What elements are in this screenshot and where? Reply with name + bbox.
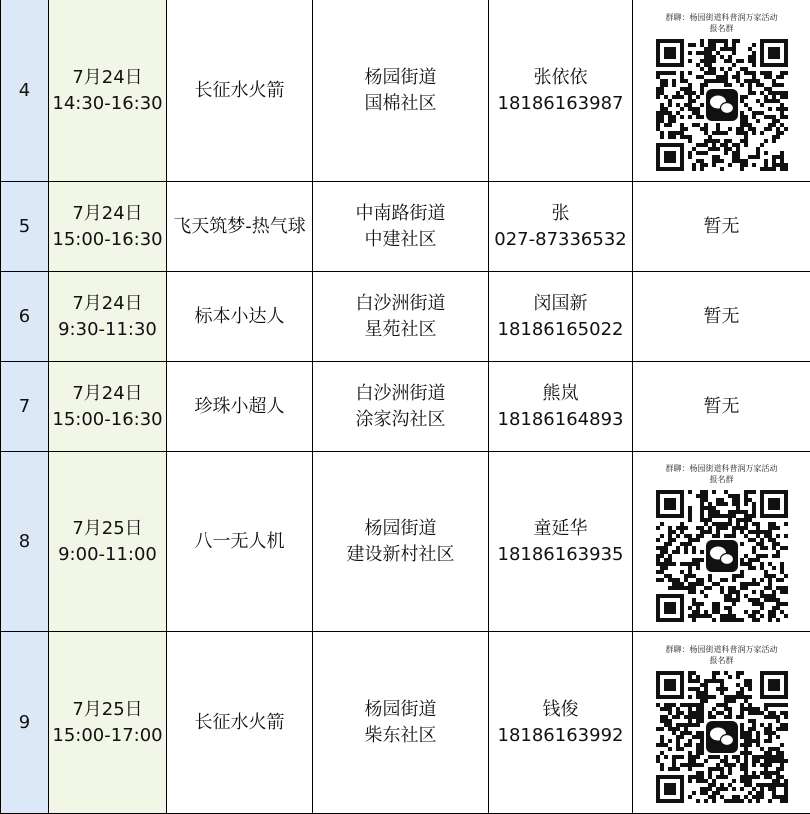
date-time-cell [49,632,167,814]
contact-name: 钱俊 [489,697,632,723]
date-time-cell [49,452,167,632]
row-number: 6 [1,272,49,362]
table-row [1,0,810,182]
group-qr-cell [633,632,810,814]
date-time-cell [49,182,167,272]
contact-phone: 18186164893 [489,407,632,433]
contact-cell [489,0,633,182]
street: 白沙洲街道 [313,381,488,407]
contact-phone: 18186163935 [489,542,632,568]
contact-phone: 18186163987 [489,91,632,117]
contact-cell [489,452,633,632]
activity-name: 长征水火箭 [167,0,313,182]
date: 7月24日 [49,291,166,317]
table-row [1,362,810,452]
time: 15:00-16:30 [49,227,166,253]
contact-cell [489,272,633,362]
community: 柴东社区 [313,723,488,749]
contact-name: 童延华 [489,516,632,542]
street: 白沙洲街道 [313,291,488,317]
location-cell [313,452,489,632]
contact-cell [489,362,633,452]
street: 杨园街道 [313,697,488,723]
group-qr-cell [633,452,810,632]
activity-name: 八一无人机 [167,452,313,632]
group-none: 暂无 [633,182,810,272]
date: 7月24日 [49,201,166,227]
contact-cell [489,182,633,272]
wechat-qr-code-icon[interactable] [656,490,788,622]
group-none: 暂无 [633,272,810,362]
date: 7月24日 [49,65,166,91]
contact-phone: 18186165022 [489,317,632,343]
location-cell [313,272,489,362]
row-number: 7 [1,362,49,452]
date: 7月25日 [49,516,166,542]
date-time-cell [49,362,167,452]
community: 中建社区 [313,227,488,253]
date-time-cell [49,0,167,182]
activity-name: 标本小达人 [167,272,313,362]
activity-name: 飞天筑梦-热气球 [167,182,313,272]
street: 中南路街道 [313,201,488,227]
activity-name: 长征水火箭 [167,632,313,814]
street: 杨园街道 [313,65,488,91]
contact-phone: 18186163992 [489,723,632,749]
contact-name: 张依依 [489,65,632,91]
contact-name: 闵国新 [489,291,632,317]
wechat-qr-code-icon[interactable] [656,671,788,803]
row-number: 4 [1,0,49,182]
street: 杨园街道 [313,516,488,542]
wechat-qr-code-icon[interactable] [656,39,788,171]
table-row [1,452,810,632]
time: 15:00-17:00 [49,723,166,749]
qr-caption: 群聊：杨园街道科普润万家活动 报名群 [637,463,807,485]
table-row [1,182,810,272]
date-time-cell [49,272,167,362]
location-cell [313,632,489,814]
contact-cell [489,632,633,814]
contact-name: 熊岚 [489,381,632,407]
activity-name: 珍珠小超人 [167,362,313,452]
qr-caption: 群聊：杨园街道科普润万家活动 报名群 [637,644,807,666]
location-cell [313,0,489,182]
community: 涂家沟社区 [313,407,488,433]
time: 14:30-16:30 [49,91,166,117]
community: 国棉社区 [313,91,488,117]
contact-phone: 027-87336532 [489,227,632,253]
contact-name: 张 [489,201,632,227]
table-row [1,632,810,814]
location-cell [313,182,489,272]
date: 7月25日 [49,697,166,723]
group-qr-cell [633,0,810,182]
table-row [1,272,810,362]
community: 星苑社区 [313,317,488,343]
time: 15:00-16:30 [49,407,166,433]
row-number: 8 [1,452,49,632]
row-number: 5 [1,182,49,272]
group-none: 暂无 [633,362,810,452]
qr-caption: 群聊：杨园街道科普润万家活动 报名群 [637,12,807,34]
time: 9:30-11:30 [49,317,166,343]
location-cell [313,362,489,452]
community: 建设新村社区 [313,542,488,568]
row-number: 9 [1,632,49,814]
time: 9:00-11:00 [49,542,166,568]
date: 7月24日 [49,381,166,407]
